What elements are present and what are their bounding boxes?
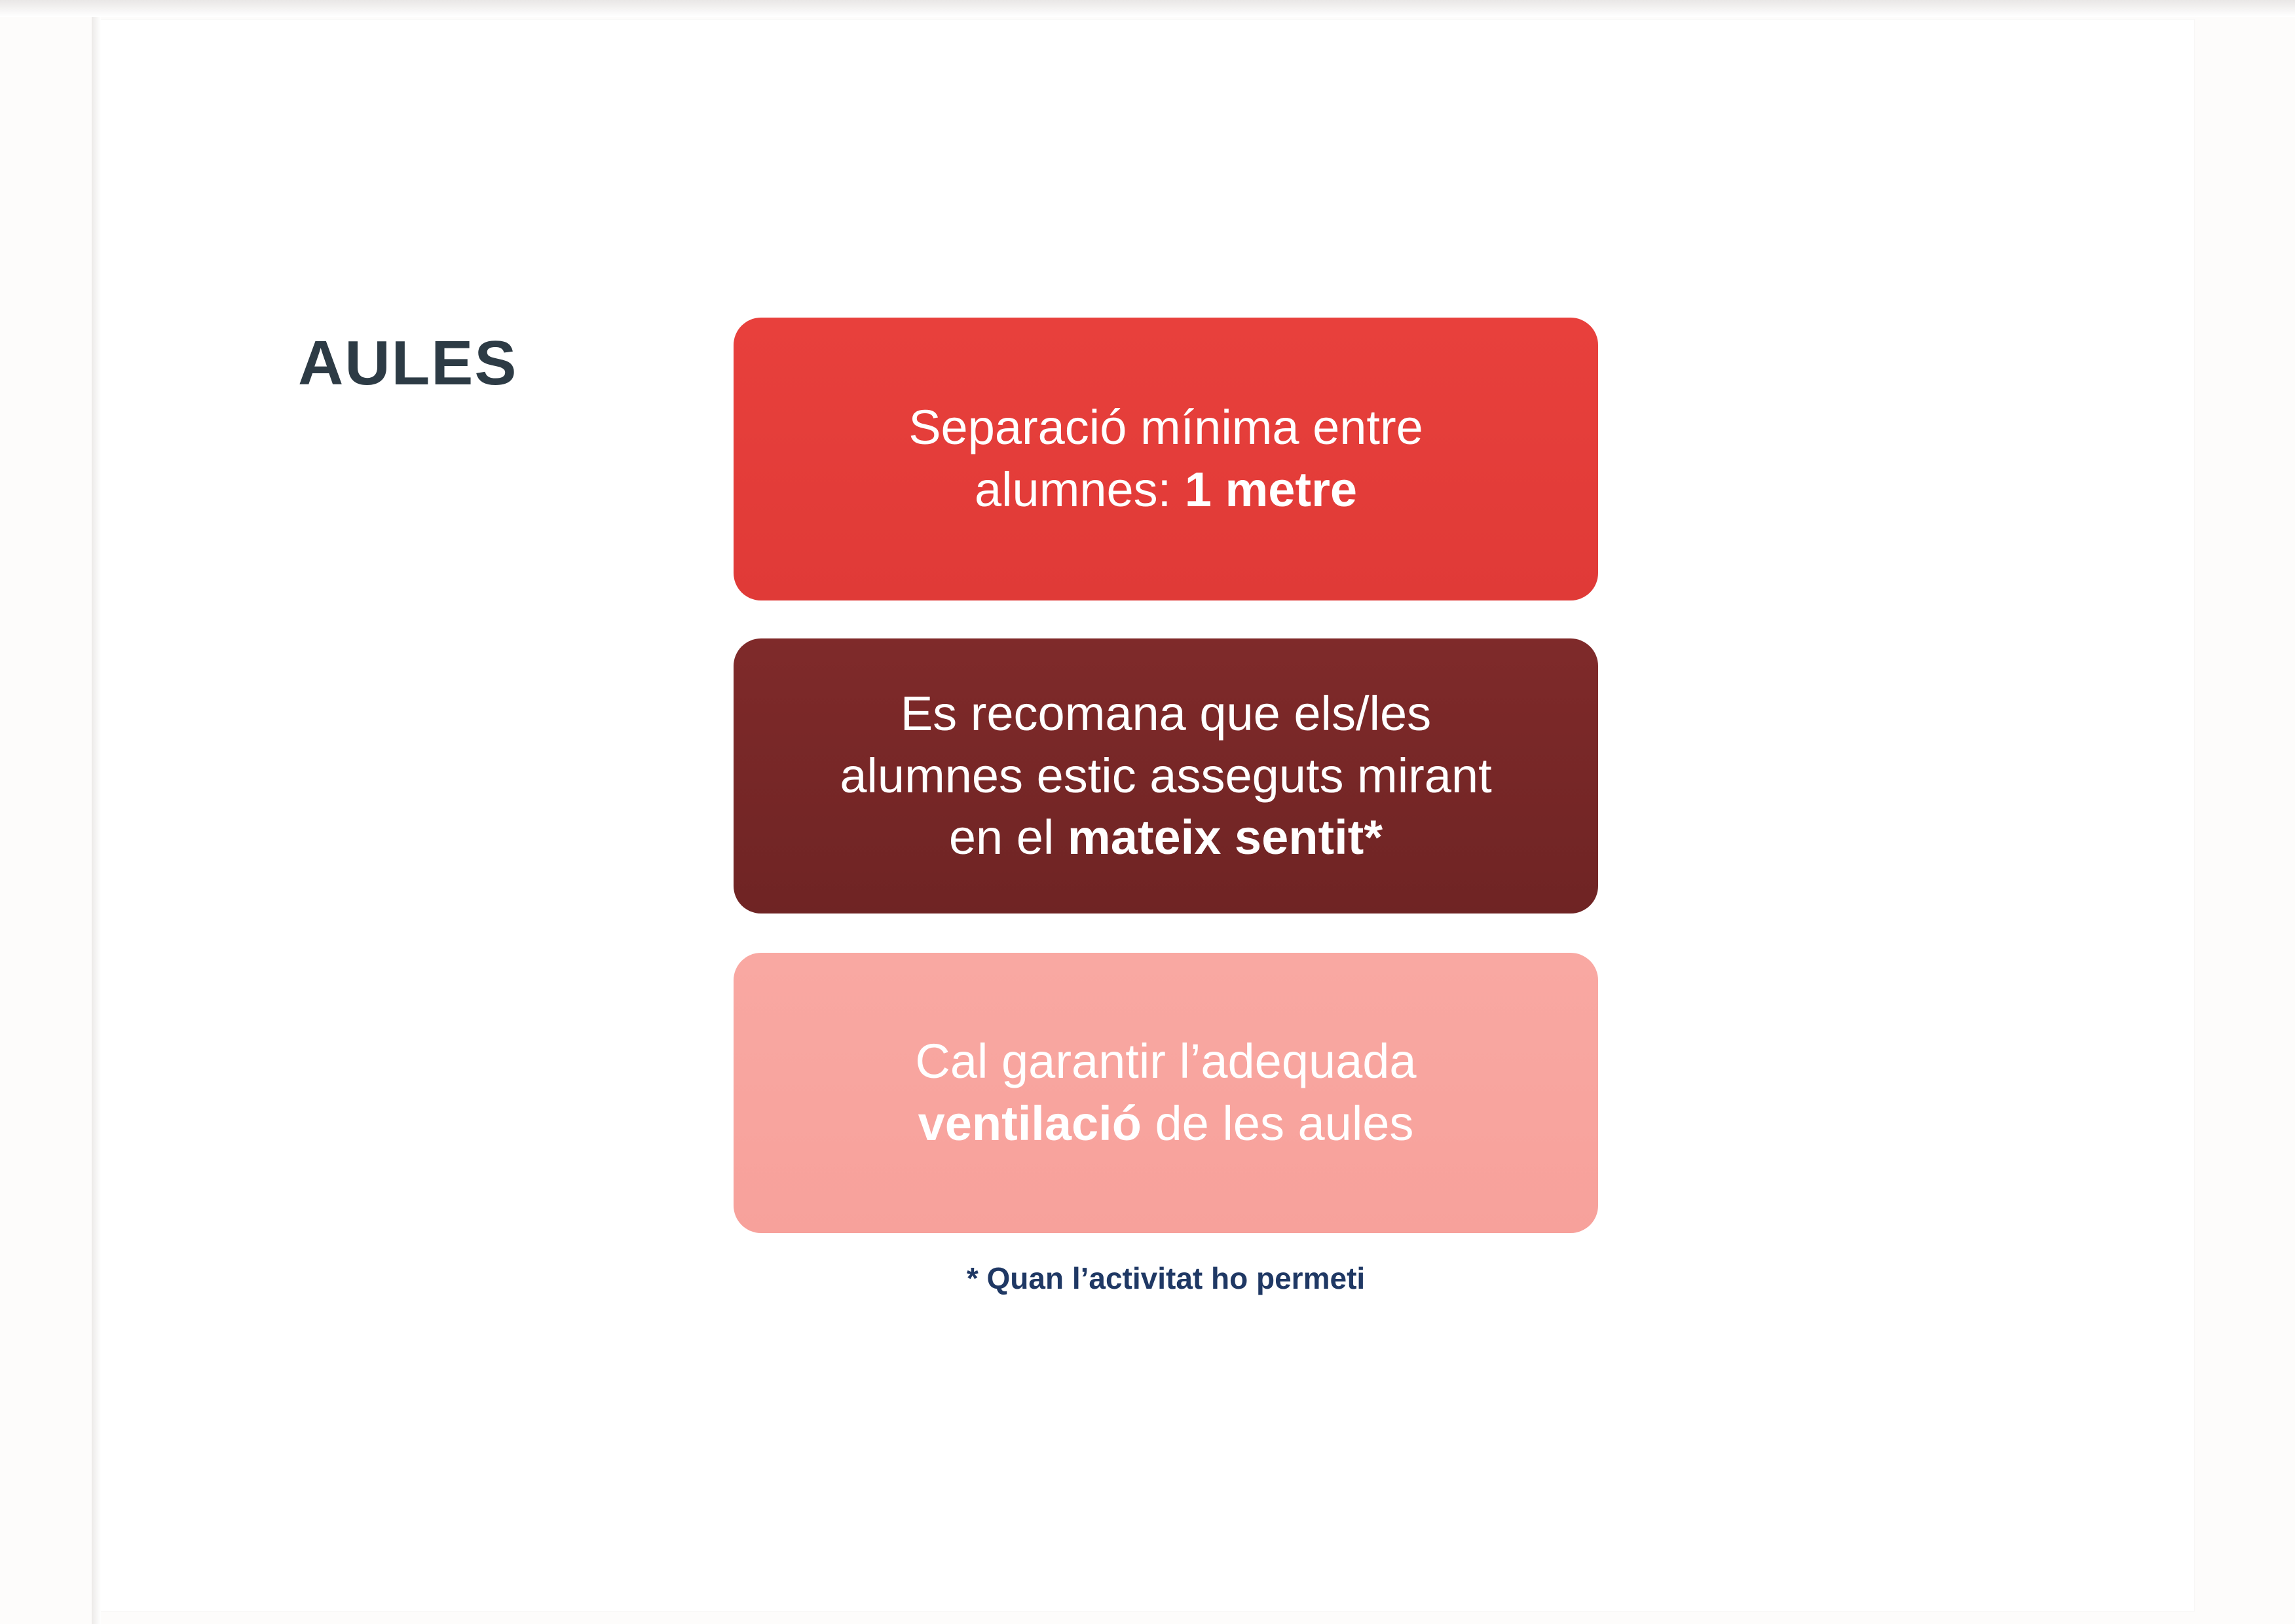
line-3-prefix: en el (948, 810, 1068, 865)
line-1: Separació mínima entre (908, 400, 1423, 455)
line-1: Cal garantir l’adequada (915, 1034, 1417, 1089)
page-title: AULES (298, 328, 518, 398)
info-box-ventilation (734, 953, 1598, 1233)
line-2-emphasis: ventilació (918, 1096, 1142, 1151)
line-2-prefix: alumnes: (974, 462, 1185, 517)
info-box-seating-direction (734, 638, 1598, 913)
info-box-ventilation-text (915, 1031, 1416, 1154)
info-box-seating-direction-text (840, 683, 1491, 869)
line-1: Es recomana que els/les (900, 686, 1432, 741)
page-left-edge-shadow (92, 0, 101, 1624)
page-top-edge-shadow (0, 0, 2295, 17)
info-box-separation-text (908, 397, 1423, 521)
line-2: alumnes estic asseguts mirant (840, 748, 1492, 803)
line-2-suffix: de les aules (1141, 1096, 1414, 1151)
footnote: * Quan l’activitat ho permeti (966, 1261, 1366, 1295)
line-3-emphasis: mateix sentit* (1067, 810, 1383, 865)
line-2-emphasis: 1 metre (1184, 462, 1358, 517)
info-box-separation (734, 318, 1598, 600)
